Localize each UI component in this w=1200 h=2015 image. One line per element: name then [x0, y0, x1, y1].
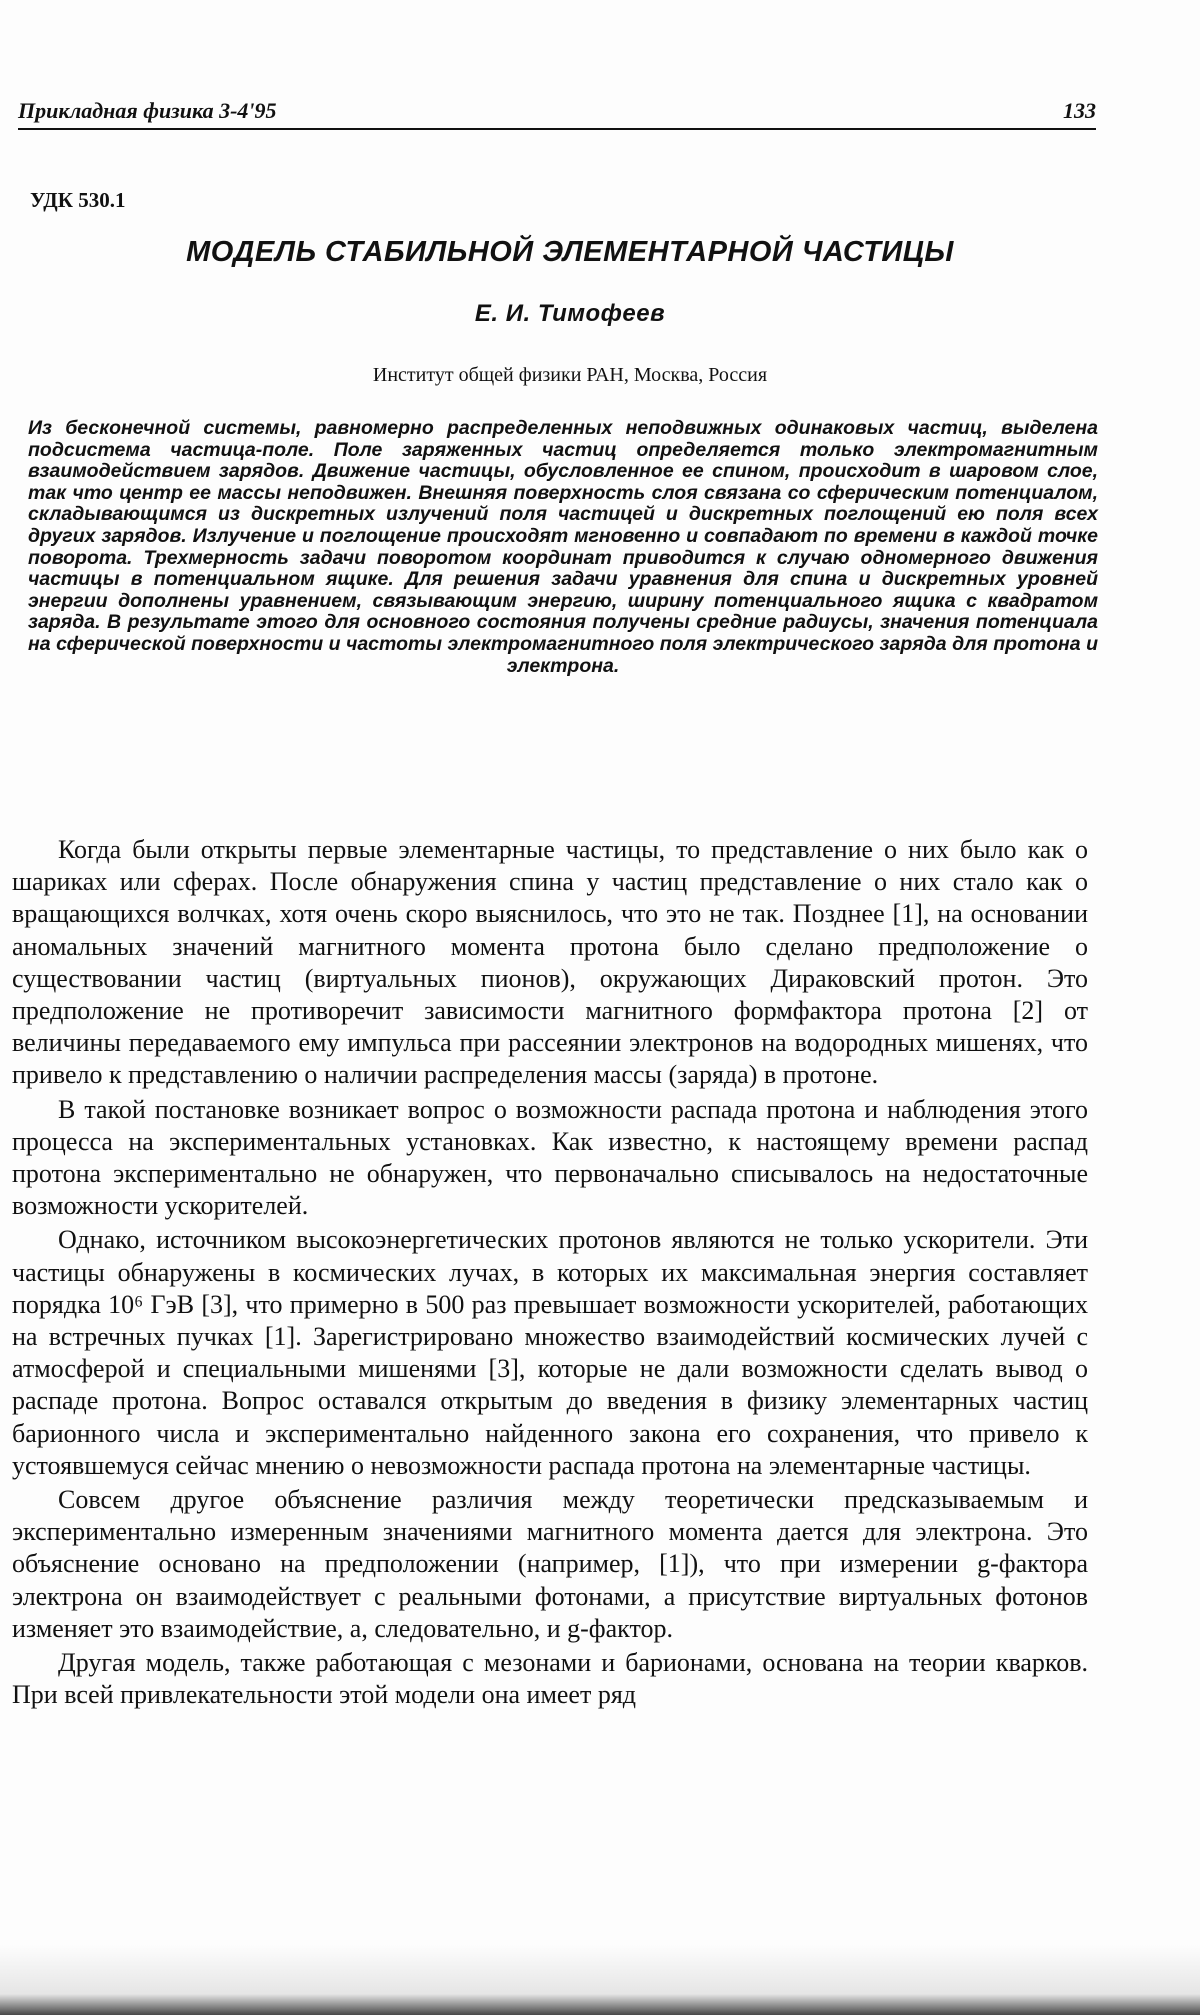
body-paragraph: Когда были открыты первые элементарные частицы, то представление о них было как о шариках или сферах. После обнаружения спина у частиц представление о них стало как о вращающихся волчках, хотя очень скоро выяснилось, что это не так. Позднее [1], на основании аномальных значений магнитного момента протона было сделано предположение о существовании частиц (виртуальных пионов), окружающих Дираковский протон. Это предположение не противоречит зависимости магнитного формфактора протона [2] от величины передаваемого ему импульса при рассеянии электронов на водородных мишенях, что привело к представлению о наличии распределения массы (заряда) в протоне. [12, 835, 1088, 1090]
author-name: Е. И. Тимофеев [474, 300, 666, 327]
body-paragraph: В такой постановке возникает вопрос о возможности распада протона и наблюдения этого процесса на экспериментальных установках. Как известно, к настоящему времени распад протона экспериментально не обнаружен, что первоначально списывалось на недостаточные возможности ускорителей. [12, 1094, 1088, 1221]
paper-title: МОДЕЛЬ СТАБИЛЬНОЙ ЭЛЕМЕНТАРНОЙ ЧАСТИЦЫ [186, 236, 954, 268]
page-number: 133 [1063, 98, 1096, 123]
scan-edge-shadow [0, 1945, 1200, 2015]
body-paragraph: Другая модель, также работающая с мезонами и барионами, основана на теории кварков. При всей привлекательности этой модели она имеет ряд [12, 1648, 1088, 1710]
udc-code: УДК 530.1 [30, 188, 126, 212]
running-header [18, 98, 1096, 130]
body-text [12, 834, 1088, 1711]
abstract: Из бесконечной системы, равномерно распределенных неподвижных одинаковых частиц, выделена подсистема частица-поле. Поле заряженных частиц определяется только электромагнитным взаимодействием зарядов. Движение частицы, обусловленное ее спином, происходит в шаровом слое, так что центр ее массы неподвижен. Внешняя поверхность слоя связана со сферическим потенциалом, складывающимся из дискретных излучений поля частицей и дискретных поглощений ею поля всех других зарядов. Излучение и поглощение происходят мгновенно и совпадают по времени в каждой точке поворота. Трехмерность задачи поворотом координат приводится к случаю одномерного движения частицы в потенциальном ящике. Для решения задачи уравнения для спина и дискретных уровней энергии дополнены уравнением, связывающим энергию, ширину потенциального ящика с квадратом заряда. В результате этого для основного состояния получены средние радиусы, значения потенциала на сферической поверхности и частоты электромагнитного поля электрического заряда для протона и электрона. [28, 417, 1098, 677]
author-affiliation: Институт общей физики РАН, Москва, Россия [372, 364, 768, 386]
body-paragraph: Однако, источником высокоэнергетических протонов являются не только ускорители. Эти частицы обнаружены в космических лучах, в которых их максимальная энергия составляет порядка 10⁶ ГэВ [3], что примерно в 500 раз превышает возможности ускорителей, работающих на встречных пучках [1]. Зарегистрировано множество взаимодействий космических лучей с атмосферой и специальными мишенями [3], которые не дали возможности сделать вывод о распаде протона. Вопрос оставался открытым до введения в физику элементарных частиц барионного числа и экспериментально найденного закона его сохранения, что привело к устоявшемуся сейчас мнению о невозможности распада протона на элементарные частицы. [12, 1225, 1088, 1480]
body-paragraph: Совсем другое объяснение различия между теоретически предсказываемым и экспериментально измеренным значениями магнитного момента дается для электрона. Это объяснение основано на предположении (например, [1]), что при измерении g-фактора электрона он взаимодействует с реальными фотонами, а присутствие виртуальных фотонов изменяет это взаимодействие, а, следовательно, и g-фактор. [12, 1485, 1088, 1643]
journal-name: Прикладная физика 3-4'95 [18, 98, 277, 123]
